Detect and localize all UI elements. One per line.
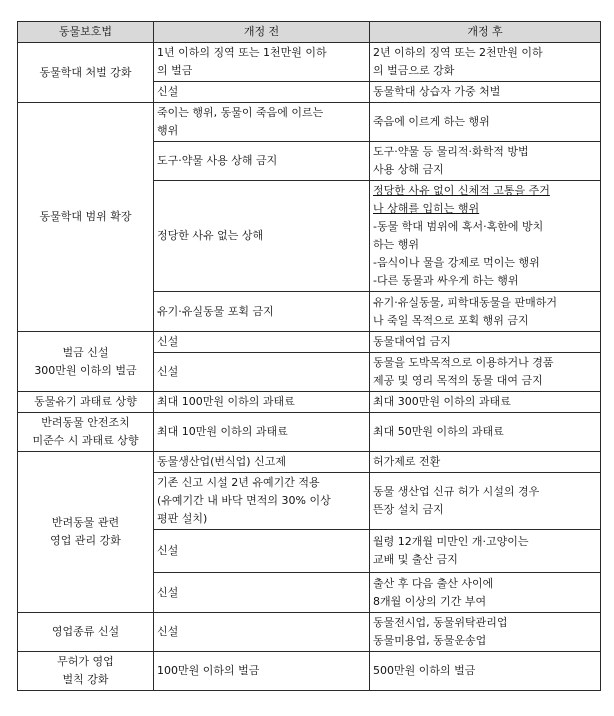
after-text: 유기·유실동물, 피학대동물을 판매하거 <box>373 295 558 309</box>
category-label: 동물학대 범위 확장 <box>39 210 132 223</box>
table-row <box>18 103 601 142</box>
before-text: 신설 <box>157 625 179 638</box>
before-text: 100만원 이하의 벌금 <box>157 664 260 677</box>
category-cell <box>18 413 154 452</box>
table-body <box>18 43 601 691</box>
before-text: 신설 <box>157 544 179 557</box>
before-text: 신설 <box>157 335 179 348</box>
before-text: 정당한 사유 없는 상해 <box>157 229 264 242</box>
header-law: 동물보호법 <box>18 22 154 43</box>
after-cell <box>370 473 601 530</box>
header-before: 개정 전 <box>154 22 370 43</box>
before-text: 최대 100만원 이하의 과태료 <box>157 395 295 408</box>
category-cell <box>18 652 154 691</box>
after-cell <box>370 613 601 652</box>
category-cell <box>18 392 154 413</box>
after-text: 8개월 이상의 기간 부여 <box>373 594 487 608</box>
category-cell <box>18 103 154 332</box>
after-cell <box>370 103 601 142</box>
before-cell <box>154 142 370 181</box>
after-text: -음식이나 물을 강제로 먹이는 행위 <box>373 256 540 269</box>
category-cell <box>18 452 154 613</box>
after-text: 최대 300만원 이하의 과태료 <box>373 395 511 408</box>
after-text: 500만원 이하의 벌금 <box>373 664 476 677</box>
before-text: 유기·유실동물 포획 금지 <box>157 304 274 318</box>
before-text: (유예기간 내 바닥 면적의 30% 이상 <box>157 494 331 507</box>
header-after: 개정 후 <box>370 22 601 43</box>
after-text: 교배 및 출산 금지 <box>373 553 458 566</box>
before-text: 최대 10만원 이하의 과태료 <box>157 425 288 438</box>
category-label: 300만원 이하의 벌금 <box>34 363 137 377</box>
after-cell <box>370 530 601 573</box>
after-text: 동물대여업 금지 <box>373 335 451 348</box>
before-text: 신설 <box>157 85 179 98</box>
after-text: 나 상해를 입히는 행위 <box>373 202 480 215</box>
after-text: 동물 생산업 신규 허가 시설의 경우 <box>373 485 540 498</box>
before-cell <box>154 103 370 142</box>
table-row <box>18 43 601 82</box>
header-row <box>18 22 601 43</box>
before-text: 평판 설치) <box>157 512 208 525</box>
table-row <box>18 332 601 353</box>
before-text: 행위 <box>157 124 179 137</box>
after-cell <box>370 181 601 292</box>
after-text: 최대 50만원 이하의 과태료 <box>373 425 504 438</box>
after-text: 허가제로 전환 <box>373 455 441 468</box>
after-text: 나 죽일 목적으로 포획 행위 금지 <box>373 313 529 327</box>
before-text: 1년 이하의 징역 또는 1천만원 이하 <box>157 46 327 59</box>
category-label: 동물유기 과태료 상향 <box>34 395 137 408</box>
after-text: 정당한 사유 없이 신체적 고통을 주거 <box>373 184 550 197</box>
table-row <box>18 413 601 452</box>
after-cell <box>370 573 601 613</box>
before-cell <box>154 613 370 652</box>
after-cell <box>370 652 601 691</box>
before-cell <box>154 652 370 691</box>
after-text: 동물을 도박목적으로 이용하거나 경품 <box>373 356 554 369</box>
before-cell <box>154 530 370 573</box>
after-text: 동물미용업, 동물운송업 <box>373 634 487 647</box>
before-cell <box>154 82 370 103</box>
before-cell <box>154 473 370 530</box>
before-cell <box>154 332 370 353</box>
category-cell <box>18 43 154 103</box>
category-label: 영업종류 신설 <box>51 625 120 638</box>
category-label: 반려동물 관련 <box>51 516 120 529</box>
before-text: 의 벌금 <box>157 64 193 77</box>
after-text: 제공 및 영리 목적의 동물 대여 금지 <box>373 374 543 387</box>
after-cell <box>370 82 601 103</box>
after-text: 사용 상해 금지 <box>373 163 444 176</box>
after-text: 하는 행위 <box>373 238 420 251</box>
category-label: 미준수 시 과태료 상향 <box>32 434 139 447</box>
before-cell <box>154 181 370 292</box>
category-cell <box>18 332 154 392</box>
before-text: 기존 신고 시설 2년 유예기간 적용 <box>157 476 320 489</box>
after-text: -동물 학대 범위에 혹서·혹한에 방치 <box>373 220 544 233</box>
after-cell <box>370 292 601 332</box>
table-row <box>18 392 601 413</box>
before-text: 죽이는 행위, 동물이 죽음에 이르는 <box>157 106 324 119</box>
before-cell <box>154 392 370 413</box>
after-cell <box>370 142 601 181</box>
after-cell <box>370 332 601 353</box>
after-text: 월령 12개월 미만인 개·고양이는 <box>373 535 529 548</box>
after-text: -다른 동물과 싸우게 하는 행위 <box>373 274 519 287</box>
before-cell <box>154 292 370 332</box>
before-cell <box>154 452 370 473</box>
after-text: 출산 후 다음 출산 사이에 <box>373 576 494 590</box>
before-cell <box>154 43 370 82</box>
before-cell <box>154 353 370 392</box>
after-text: 동물전시업, 동물위탁관리업 <box>373 616 508 629</box>
after-text: 의 벌금으로 강화 <box>373 64 455 77</box>
table-row <box>18 613 601 652</box>
before-text: 신설 <box>157 365 179 378</box>
category-label: 영업 관리 강화 <box>50 534 121 547</box>
before-text: 동물생산업(번식업) 신고제 <box>157 455 286 468</box>
after-cell <box>370 452 601 473</box>
after-text: 2년 이하의 징역 또는 2천만원 이하 <box>373 46 543 59</box>
after-text: 뜬장 설치 금지 <box>373 503 444 516</box>
before-text: 도구·약물 사용 상해 금지 <box>157 154 278 167</box>
after-cell <box>370 43 601 82</box>
after-cell <box>370 413 601 452</box>
after-text: 죽음에 이르게 하는 행위 <box>373 115 490 128</box>
table-row <box>18 452 601 473</box>
before-text: 신설 <box>157 585 179 599</box>
before-cell <box>154 573 370 613</box>
after-text: 도구·약물 등 물리적·화학적 방법 <box>373 145 529 158</box>
after-cell <box>370 353 601 392</box>
category-label: 반려동물 안전조치 <box>41 416 130 429</box>
category-label: 벌금 신설 <box>62 345 109 359</box>
after-cell <box>370 392 601 413</box>
category-label: 무허가 영업 <box>57 655 114 668</box>
before-cell <box>154 413 370 452</box>
table-row <box>18 652 601 691</box>
category-label: 동물학대 처벌 강화 <box>39 65 132 79</box>
category-cell <box>18 613 154 652</box>
law-comparison-table <box>17 21 601 691</box>
after-text: 동물학대 상습자 가중 처벌 <box>373 85 501 98</box>
category-label: 벌칙 강화 <box>62 673 109 686</box>
